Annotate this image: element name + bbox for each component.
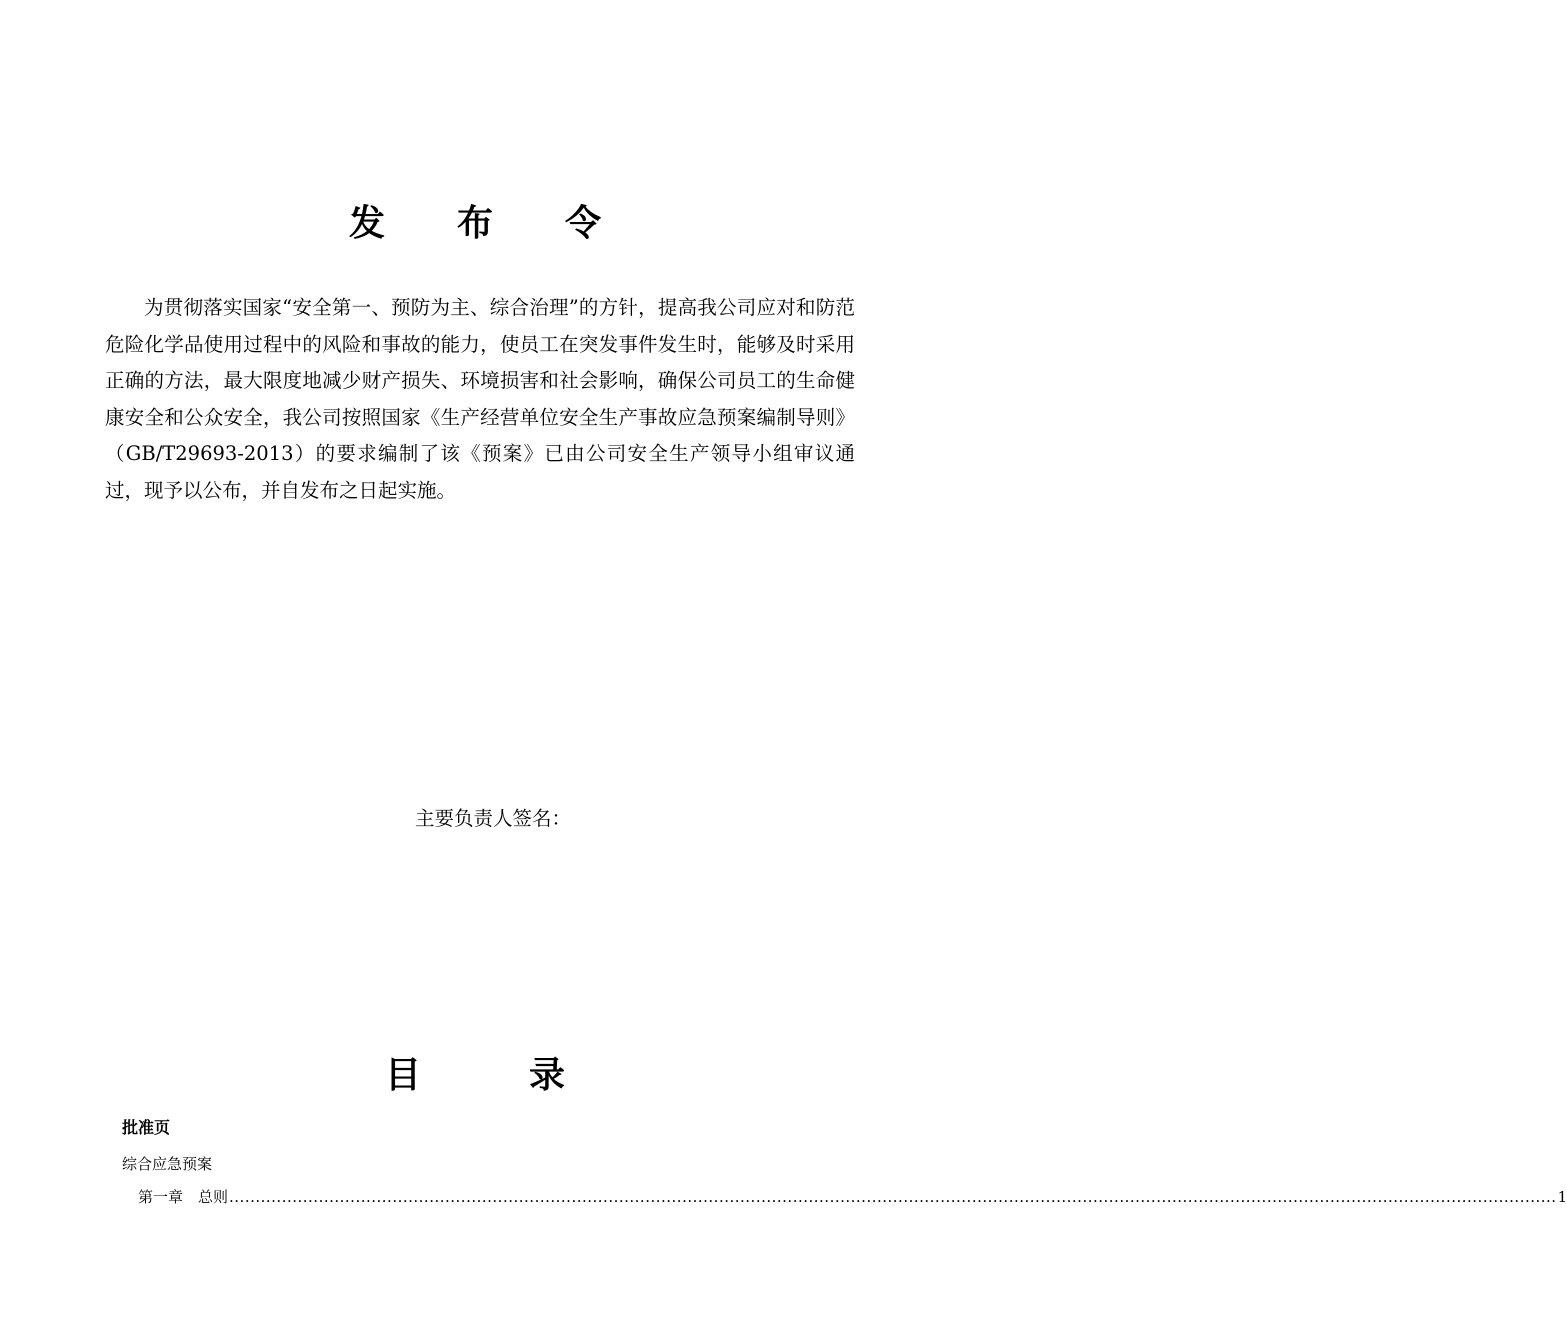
toc-entry-chapter: 第一章 总则 xyxy=(138,1188,229,1206)
toc-entry[interactable] xyxy=(138,1184,1567,1210)
release-order-title: 发 布 令 xyxy=(348,203,601,244)
signature-label: 主要负责人签名： xyxy=(415,807,572,830)
release-order-paragraph: 为贯彻落实国家“安全第一、预防为主、综合治理”的方针，提高我公司应对和防范危险化学品使用过程中的风险和事故的能力，使员工在突发事件发生时，能够及时采用正确的方法，最大限度地减少财产损失、环境损害和社会影响，确保公司员工的生命健康安全和公众安全，我公司按照国家《生产经营单位安全生产事故应急预案编制导则》（GB/T29693-2013）的要求编制了该《预案》已由公司安全生产领导小组审议通过，现予以公布，并自发布之日起实施。 xyxy=(105,296,855,502)
toc-approval-page: 批准页 xyxy=(122,1118,171,1137)
toc-plan-heading: 综合应急预案 xyxy=(122,1155,213,1173)
toc-entry-page-number: 1 xyxy=(1557,1188,1567,1206)
release-order-body xyxy=(105,290,855,510)
toc-title: 目 录 xyxy=(384,1055,565,1096)
toc-leader-dots: ............................................................................................................................................................................................................................................................ xyxy=(229,1188,1557,1206)
